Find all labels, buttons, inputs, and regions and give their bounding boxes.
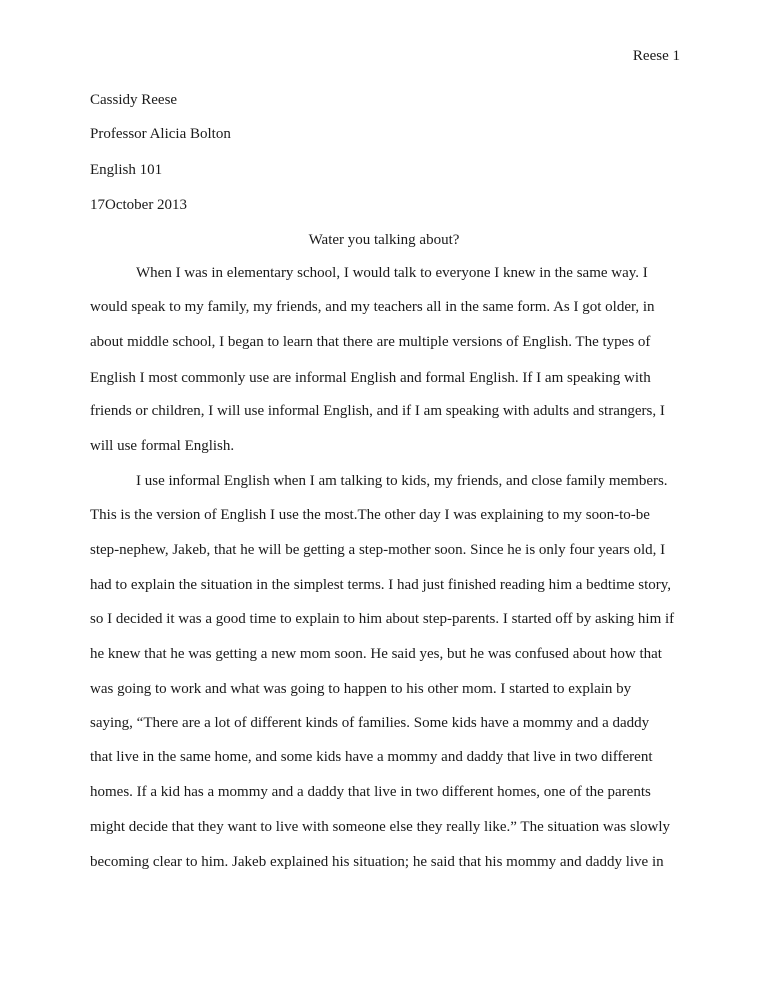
paragraph-line: saying, “There are a lot of different kinds of families. Some kids have a mommy and a daddy <box>90 715 650 731</box>
professor-name: Professor Alicia Bolton <box>90 126 231 142</box>
paragraph-line: about middle school, I began to learn that there are multiple versions of English. The types of <box>90 334 651 350</box>
paragraph-line: might decide that they want to live with someone else they really like.” The situation was slowly <box>90 819 671 835</box>
essay-date: 17October 2013 <box>90 197 188 213</box>
paragraph-line: he knew that he was getting a new mom soon. He said yes, but he was confused about how that <box>90 646 662 662</box>
paragraph-line: homes. If a kid has a mommy and a daddy that live in two different homes, one of the parents <box>90 784 651 800</box>
paragraph-line: This is the version of English I use the most.The other day I was explaining to my soon-to-be <box>90 507 650 523</box>
course-name: English 101 <box>90 162 163 178</box>
student-name: Cassidy Reese <box>90 92 178 108</box>
paragraph-line: friends or children, I will use informal English, and if I am speaking with adults and strangers, I <box>90 403 665 419</box>
paragraph-line: would speak to my family, my friends, and my teachers all in the same form. As I got older, in <box>90 299 655 315</box>
paragraph-line: had to explain the situation in the simplest terms. I had just finished reading him a bedtime story, <box>90 577 672 593</box>
paragraph-line: becoming clear to him. Jakeb explained his situation; he said that his mommy and daddy live in <box>90 854 664 870</box>
paragraph-line: When I was in elementary school, I would talk to everyone I knew in the same way. I <box>136 265 648 281</box>
paragraph-line: step-nephew, Jakeb, that he will be getting a step-mother soon. Since he is only four years old, I <box>90 542 666 558</box>
paragraph-line: was going to work and what was going to happen to his other mom. I started to explain by <box>90 681 632 697</box>
paragraph-line: English I most commonly use are informal English and formal English. If I am speaking with <box>90 370 651 386</box>
running-head: Reese 1 <box>632 48 680 64</box>
paragraph-line: that live in the same home, and some kids have a mommy and daddy that live in two different <box>90 749 653 765</box>
paragraph-line: I use informal English when I am talking to kids, my friends, and close family members. <box>136 473 668 489</box>
paragraph-line: will use formal English. <box>90 438 235 454</box>
essay-title: Water you talking about? <box>308 232 460 248</box>
paragraph-line: so I decided it was a good time to explain to him about step-parents. I started off by asking him if <box>90 611 675 627</box>
